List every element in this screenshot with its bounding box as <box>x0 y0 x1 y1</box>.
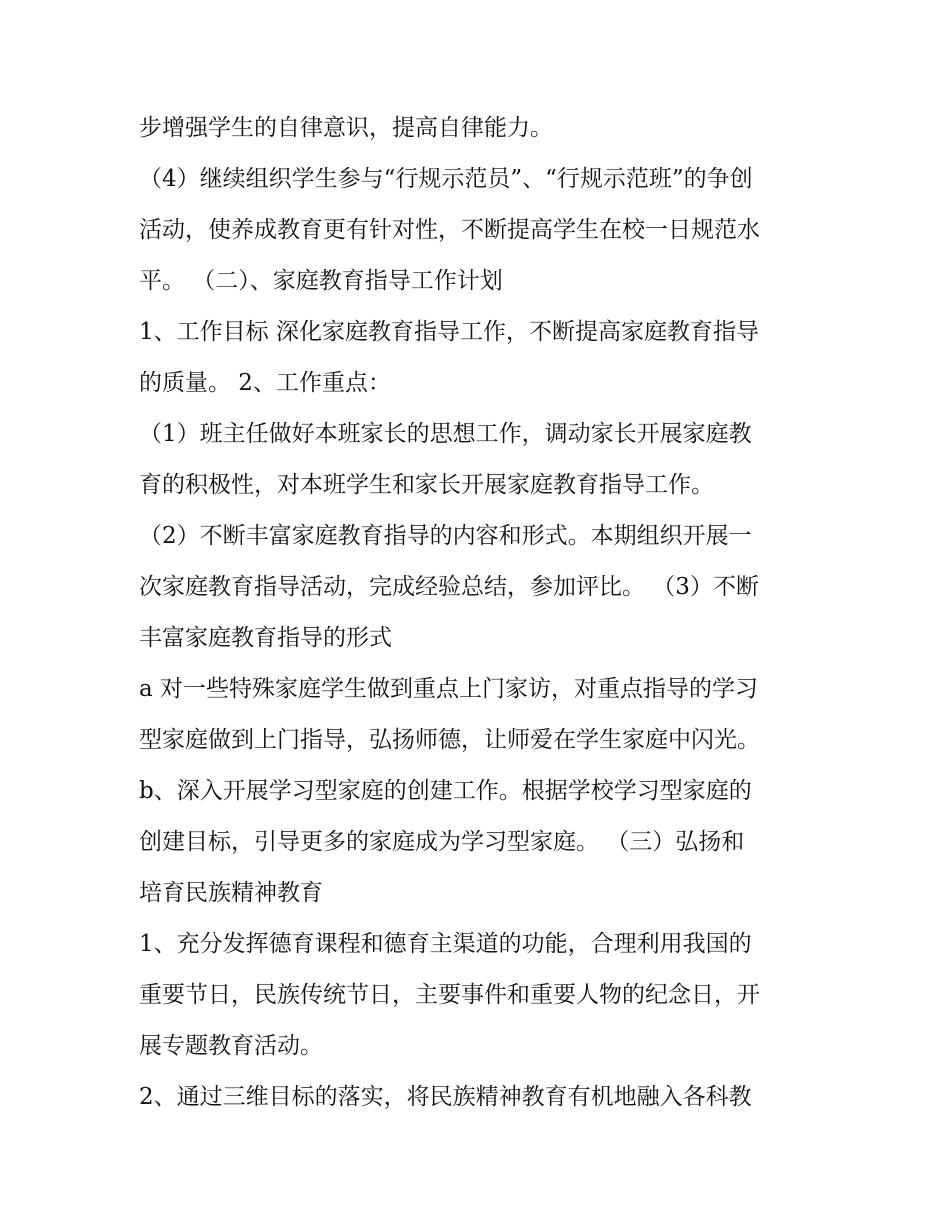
text-line: （2）不断丰富家庭教育指导的内容和形式。本期组织开展一 <box>139 523 752 549</box>
text-line: 次家庭教育指导活动，完成经验总结，参加评比。 （3）不断 <box>139 574 759 600</box>
text-line: 的质量。 2、工作重点： <box>139 370 391 396</box>
text-line: 2、通过三维目标的落实，将民族精神教育有机地融入各科教 <box>139 1084 752 1110</box>
text-line: 型家庭做到上门指导，弘扬师德，让师爱在学生家庭中闪光。 <box>139 727 760 753</box>
text-line: 重要节日，民族传统节日，主要事件和重要人物的纪念日，开 <box>139 982 760 1008</box>
text-line: （1）班主任做好本班家长的思想工作，调动家长开展家庭教 <box>139 421 752 447</box>
text-line: 活动，使养成教育更有针对性，不断提高学生在校一日规范水 <box>139 217 760 243</box>
text-line: b、深入开展学习型家庭的创建工作。根据学校学习型家庭的 <box>139 778 752 804</box>
text-line: 1、工作目标 深化家庭教育指导工作，不断提高家庭教育指导 <box>139 319 759 345</box>
text-line: 1、充分发挥德育课程和德育主渠道的功能，合理利用我国的 <box>139 931 752 957</box>
text-line: 培育民族精神教育 <box>139 880 323 906</box>
text-line: 丰富家庭教育指导的形式 <box>139 625 392 651</box>
text-line: 步增强学生的自律意识，提高自律能力。 <box>139 115 553 141</box>
text-line: 平。 （二）、家庭教育指导工作计划 <box>139 268 503 294</box>
text-line: a 对一些特殊家庭学生做到重点上门家访，对重点指导的学习 <box>139 676 759 702</box>
text-line: 展专题教育活动。 <box>139 1033 323 1059</box>
text-line: 育的积极性，对本班学生和家长开展家庭教育指导工作。 <box>139 472 714 498</box>
text-line: （4）继续组织学生参与“行规示范员”、“行规示范班”的争创 <box>139 166 753 192</box>
text-line: 创建目标，引导更多的家庭成为学习型家庭。 （三）弘扬和 <box>139 829 745 855</box>
